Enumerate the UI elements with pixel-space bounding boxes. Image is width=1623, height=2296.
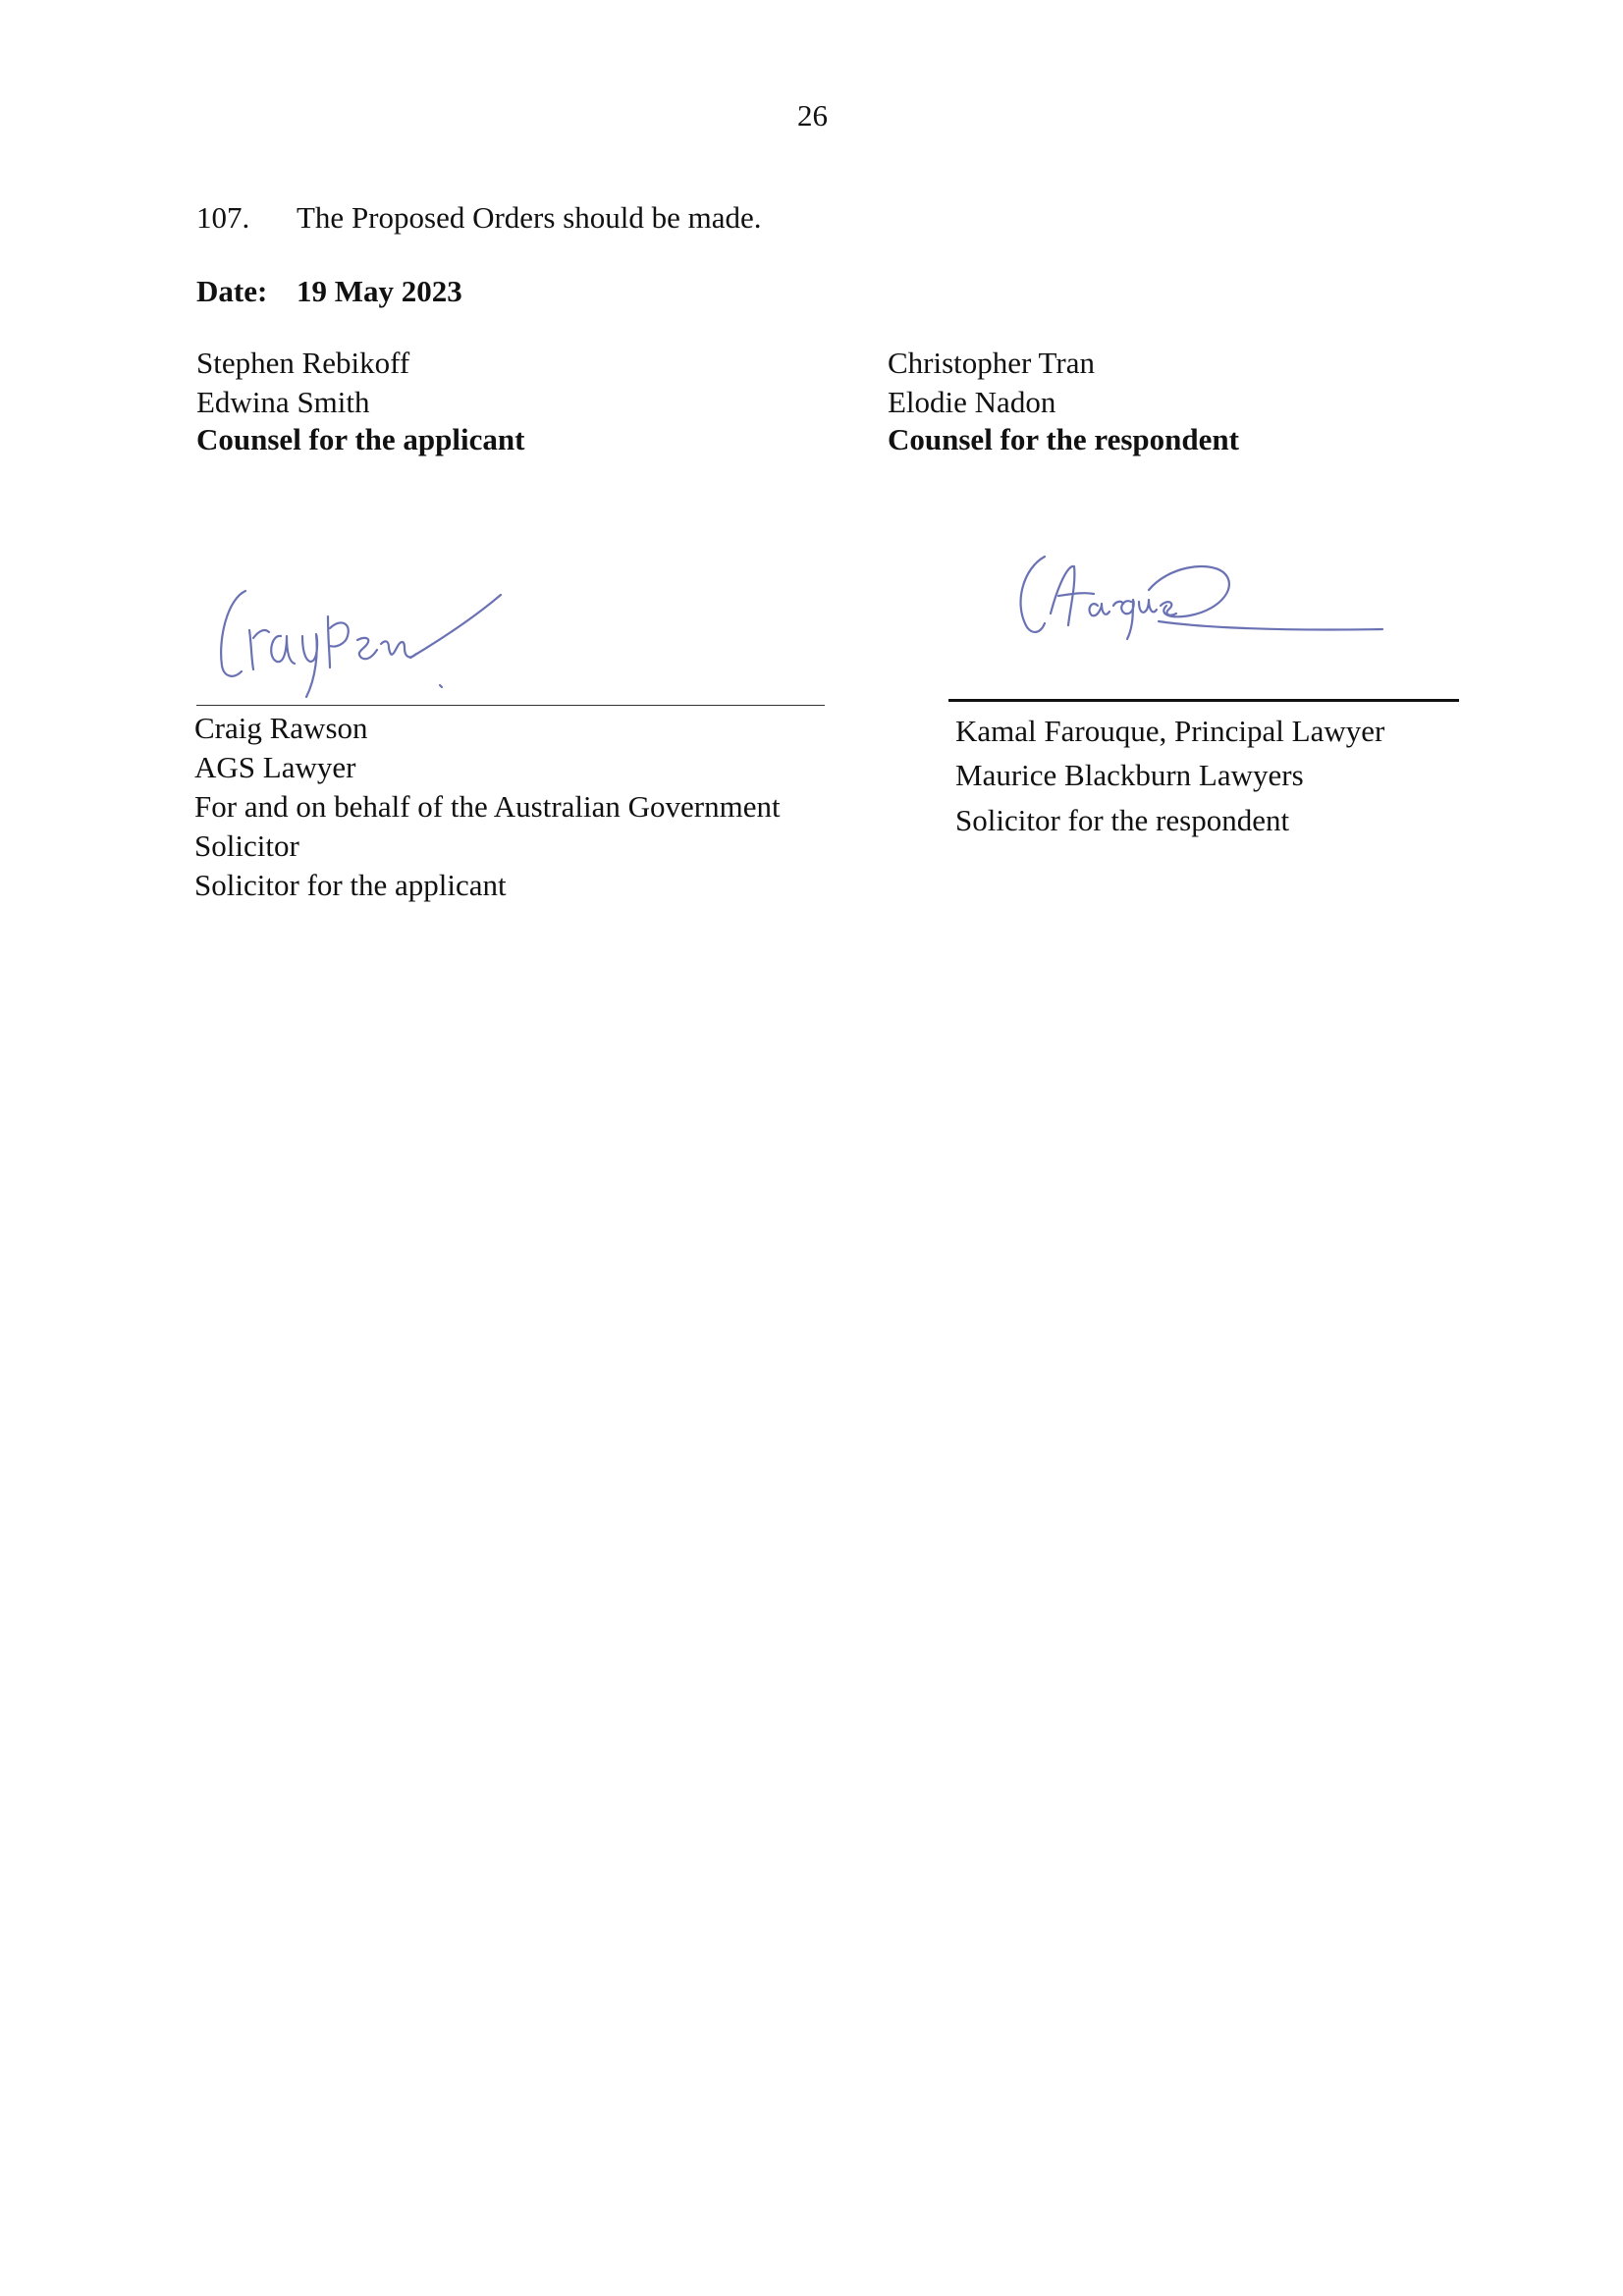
respondent-signature-line — [948, 699, 1459, 702]
applicant-signature — [208, 579, 513, 707]
applicant-signatory-line: For and on behalf of the Australian Government — [194, 789, 781, 824]
applicant-signatory-line: AGS Lawyer — [194, 750, 356, 784]
respondent-signatory-line: Maurice Blackburn Lawyers — [955, 758, 1304, 792]
respondent-counsel-name: Christopher Tran — [888, 346, 1095, 380]
respondent-signatory-line: Solicitor for the respondent — [955, 803, 1290, 837]
paragraph-number: 107. — [196, 200, 250, 235]
page-number: 26 — [797, 98, 828, 133]
applicant-signatory-line: Solicitor — [194, 828, 299, 863]
respondent-counsel-name: Elodie Nadon — [888, 385, 1056, 419]
date-value: 19 May 2023 — [297, 274, 462, 308]
applicant-counsel-name: Stephen Rebikoff — [196, 346, 410, 380]
applicant-signatory-line: Solicitor for the applicant — [194, 868, 507, 902]
applicant-counsel-name: Edwina Smith — [196, 385, 370, 419]
applicant-signature-line — [196, 705, 825, 706]
respondent-counsel-role: Counsel for the respondent — [888, 422, 1239, 456]
applicant-signatory-line: Craig Rawson — [194, 711, 368, 745]
applicant-counsel-role: Counsel for the applicant — [196, 422, 525, 456]
date-label: Date: — [196, 274, 268, 308]
respondent-signature — [1011, 545, 1384, 653]
respondent-signatory-line: Kamal Farouque, Principal Lawyer — [955, 714, 1385, 748]
paragraph-text: The Proposed Orders should be made. — [297, 200, 762, 235]
